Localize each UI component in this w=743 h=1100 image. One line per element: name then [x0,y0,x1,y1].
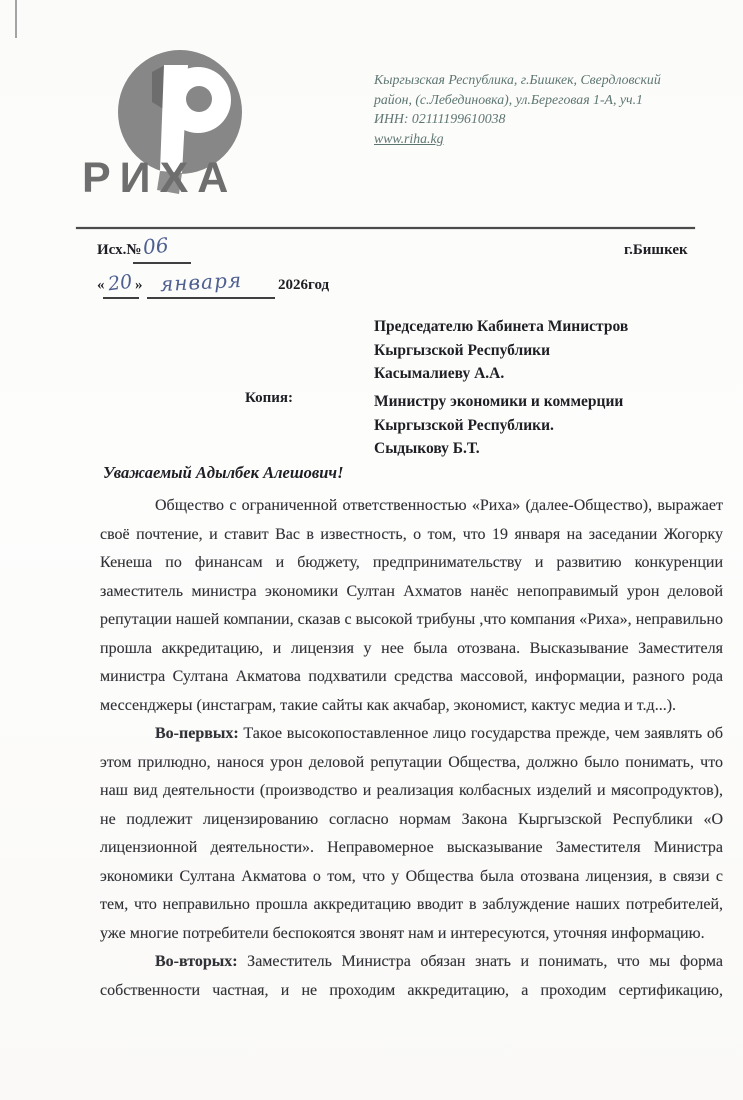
letter-body [100,492,723,1005]
date-quote-close: » [135,277,143,293]
inn-line: ИНН: 02111199610038 [374,111,506,126]
paragraph-first [100,720,723,948]
paragraph-intro [100,492,723,720]
header-divider [76,227,695,229]
address-line-2: район, (с.Лебединовка), ул.Береговая 1-А, уч.1 [374,91,643,107]
paragraph-second-text: Заместитель Министра обязан знать и понимать, что мы форма собственности частная, и не проходим аккредитацию, а проходим сертификацию, [100,953,723,999]
logo-wordmark: РИХА [82,154,238,202]
copy-line-2: Кыргызской Республики. [374,416,554,434]
paragraph-first-lead: Во-первых: [155,725,239,742]
recipient-line-1: Председателю Кабинета Министров [374,318,629,335]
paragraph-intro-text: Общество с ограниченной ответственностью «Риха» (далее-Общество), выражает своё почтение, и ставит Вас в известность, о том, что 19 января на заседании Жогорку Кенеша по финансам и бюджету, предпринимательству и развитию конкуренции заместитель министра экономики Султан Ахматов нанёс непоправимый урон деловой репутации нашей компании, сказав с высокой трибуны ,что компания «Риха», неправильно прошла аккредитацию, и лицензия у нее была отозвана. Высказывание Заместителя министра Султана Акматова подхватили средства массовой, информации, разного рода мессенджеры (инстаграм, такие сайты как акчабар, экономист, кактус медиа и т.д...). [100,497,723,714]
date-year-label: 2026год [278,277,330,293]
copy-line-3: Сыдыкову Б.Т. [374,440,480,457]
copy-line-1: Министру экономики и коммерции [374,393,624,410]
date-day-handwritten: 20 [106,270,134,296]
scan-artifact-line [15,0,17,38]
paragraph-first-text: Такое высокопоставленное лицо государства прежде, чем заявлять об этом прилюдно, нанося урон деловой репутации Общества, должно было понимать, что наш вид деятельности (производство и реализация колбасных изделий и мясопродуктов), не подлежит лицензированию согласно нормам Закона Кыргызской Республики «О лицензионной деятельности». Неправомерное высказывание Заместителя Министра экономики Султана Акматова о том, что у Общества была отозвана лицензия, в связи с тем, что неправильно прошла аккредитацию вводит в заблуждение наших потребителей, уже многие потребители беспокоятся звонят нам и интересуются, уточняя информацию. [100,725,723,942]
outgoing-number-handwritten: 06 [141,232,170,260]
website-url: www.riha.kg [374,130,444,146]
paragraph-second-lead: Во-вторых: [155,953,238,970]
primary-recipient-block [374,315,628,386]
address-line-1: Кыргызская Республика, г.Бишкек, Свердловский [374,72,661,87]
outgoing-number-label: Исх.№ [97,242,142,258]
date-month-underline [147,297,275,299]
copy-recipient-block [374,390,623,461]
city-label: г.Бишкек [624,242,688,258]
recipient-line-2: Кыргызской Республики [374,341,551,359]
recipient-line-3: Касымалиеву А.А. [374,365,505,382]
date-quote-open: « [97,277,105,293]
letterhead-address [374,70,726,148]
salutation: Уважаемый Адылбек Алешович! [103,463,344,482]
paragraph-second [100,948,723,1005]
date-day-underline [103,297,139,299]
copy-label: Копия: [245,390,294,406]
date-month-handwritten: января [159,267,243,297]
outgoing-number-underline [133,262,191,264]
